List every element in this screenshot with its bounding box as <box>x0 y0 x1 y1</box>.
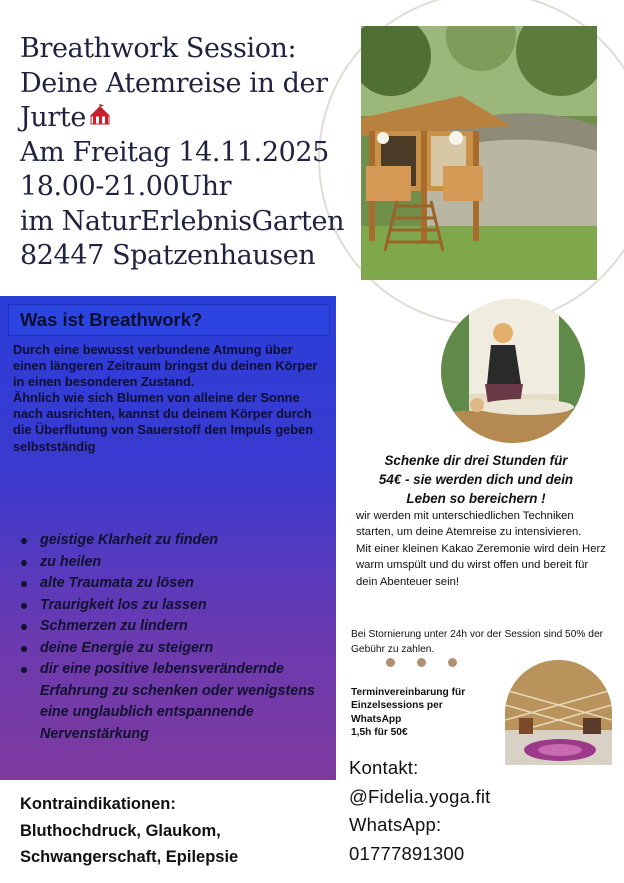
termin-line: WhatsApp <box>351 713 402 725</box>
cancellation-note: Bei Stornierung unter 24h vor der Session sind 50% der Gebühr zu zahlen. <box>351 629 604 655</box>
title-line-3: Jurte <box>20 101 365 136</box>
termin-line: Terminvereinbarung für <box>351 687 466 698</box>
appointment-info <box>351 686 501 740</box>
list-item: geistige Klarheit zu finden <box>18 530 318 552</box>
event-title <box>20 32 365 274</box>
session-description <box>356 508 606 590</box>
termin-line: 1,5h für 50€ <box>351 727 408 739</box>
title-line-1: Breathwork Session: <box>20 33 297 64</box>
list-item: zu heilen <box>18 552 318 574</box>
list-item: alte Traumata zu lösen <box>18 573 318 595</box>
breathwork-heading: Was ist Breathwork? <box>20 309 203 330</box>
contra-line: Bluthochdruck, Glaukom, <box>20 821 221 840</box>
breathwork-intro: Durch eine bewusst verbundene Atmung über einen längeren Zeitraum bringst du deinen Körper in einen besonderen Zustand. <box>13 342 318 390</box>
title-line-2: Deine Atemreise in der <box>20 67 328 99</box>
yurt-interior-photo <box>505 660 612 765</box>
breathwork-analogy: Ähnlich wie sich Blumen von alleine der Sonne nach ausrichten, kannst du deinem Körper durch die Überflutung von Sauerstoff den Impuls geben selbstständig <box>13 390 314 454</box>
termin-line: Einzelsessions per <box>351 700 443 712</box>
breathwork-session-photo <box>441 299 585 443</box>
title-line-6: im NaturErlebnisGarten <box>20 205 345 237</box>
dot <box>417 658 426 667</box>
title-line-5: 18.00-21.00Uhr <box>20 171 232 203</box>
contact-heading: Kontakt: <box>349 757 419 778</box>
description-paragraph: wir werden mit unterschiedlichen Techniken starten, um deine Atemreise zu intensivieren. <box>356 510 582 539</box>
benefits-list <box>18 530 318 745</box>
contra-heading: Kontraindikationen: <box>20 795 176 813</box>
yurt-photo <box>361 26 597 280</box>
dot <box>448 658 457 667</box>
whatsapp-label: WhatsApp: <box>349 814 442 835</box>
phone-number[interactable]: 01777891300 <box>349 842 465 864</box>
list-item: Schmerzen zu lindern <box>18 616 318 638</box>
circus-tent-icon <box>88 101 112 136</box>
title-line-4: Am Freitag 14.11.2025 <box>20 136 329 168</box>
gift-line: Leben so bereichern ! <box>406 491 546 506</box>
description-paragraph: Mit einer kleinen Kakao Zeremonie wird dein Herz warm umspült und du wirst offen und bereit für dein Abenteuer sein! <box>356 542 606 588</box>
contra-line: Schwangerschaft, Epilepsie <box>20 848 239 866</box>
gift-line: Schenke dir drei Stunden für <box>384 453 568 468</box>
title-line-7: 82447 Spatzenhausen <box>20 240 316 272</box>
contact-info <box>349 754 619 868</box>
dot <box>386 658 395 667</box>
gift-line: 54€ - sie werden dich und dein <box>378 472 574 487</box>
divider-dots <box>386 658 466 668</box>
breathwork-description <box>13 342 328 455</box>
list-item: dir eine positive lebensverändernde Erfahrung zu schenken oder wenigstens eine unglaublich entspannende Nervenstärkung <box>18 659 318 745</box>
instagram-handle[interactable]: @Fidelia.yoga.fit <box>349 785 491 807</box>
list-item: deine Energie zu steigern <box>18 638 318 660</box>
list-item: Traurigkeit los zu lassen <box>18 595 318 617</box>
gift-offer <box>356 451 596 508</box>
contraindications <box>20 791 340 871</box>
